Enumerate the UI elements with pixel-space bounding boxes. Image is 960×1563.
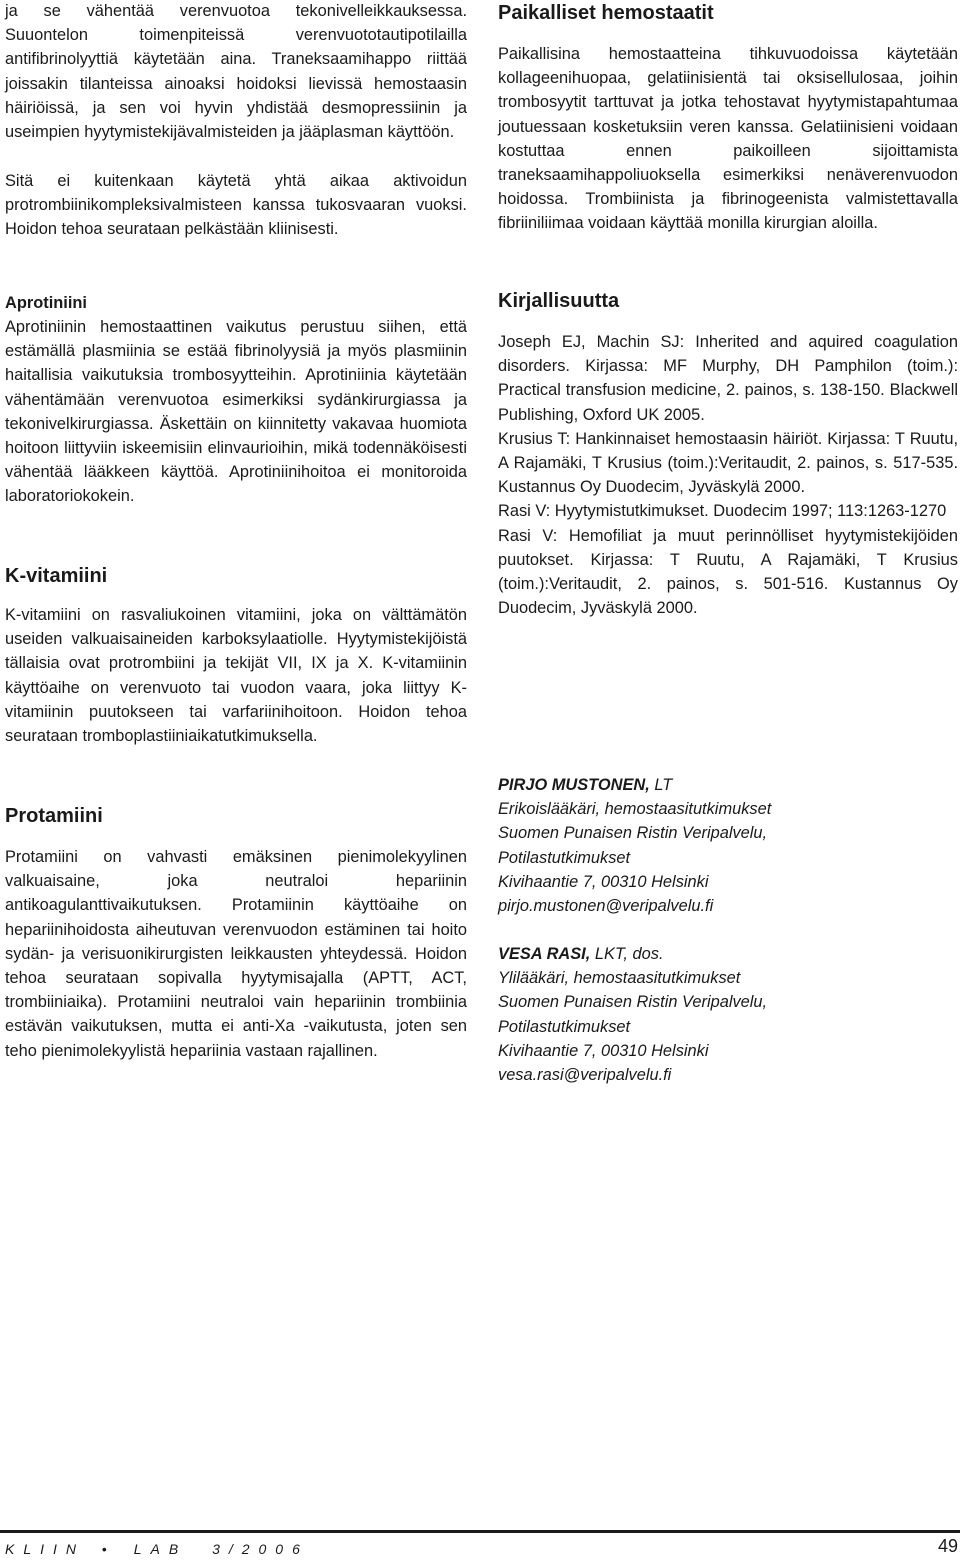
kvitamiini-paragraph: K-vitamiini on rasvaliukoinen vitamiini, joka on välttämätön useiden valkuaisaineiden karboksylaatiolle. Hyytymistekijöistä tällaisia ovat protrombiini ja tekijät VII, IX ja X. K-vitamiinin käyttöaihe on verenvuoto tai vuodon vaara, joka liittyy K-vitamiinin puutokseen tai varfariinihoitoon. Hoidon tehoa seurataan tromboplastiiniaikatutkimuksella. [5,606,467,746]
journal-name: KLIIN [5,1541,86,1557]
aprotiniini-heading: Aprotiniini [5,294,87,312]
author-degree: LKT, dos. [590,945,664,963]
paikalliset-paragraph: Paikallisina hemostaatteina tihkuvuodoissa käytetään kollageenihuopaa, gelatiinisientä tai oksisellulosaa, joihin trombosyytit tarttuvat ja jotka tehostavat hyytymistapahtumaa joutuessaan kosketuksiin veren kanssa. Gelatiinisieni voidaan kostuttaa ennen paikoilleen sijoittamista traneksaamihappoliuoksella esimerkiksi nenäverenvuodon hoidossa. Trombiinista ja fibrinogeenista valmistettavalla fibriiniliimaa voidaan käyttää monilla kirurgian aloilla. [498,45,958,233]
reference-item: Rasi V: Hyytymistutkimukset. Duodecim 1997; 113:1263-1270 [498,502,947,521]
reference-item: Rasi V: Hemofiliat ja muut perinnölliset hyytymistekijöiden puutokset. Kirjassa: T Ruutu, A Rajamäki, T Krusius (toim.):Veritaudit, 2. painos, s. 501-516. Kustannus Oy Duodecim, Jyväskylä 2000. [498,526,958,618]
protamiini-paragraph: Protamiini on vahvasti emäksinen pienimolekyylinen valkuaisaine, joka neutraloi hepariinin antikoagulanttivaikutuksen. Protamiinin käyttöaihe on hepariinihoidosta aiheutuvan verenvuodon estäminen tai hoito sydän- ja verisuonikirurgisten leikkausten yhteydessä. Hoidon tehoa seurataan sopivalla hyytymisajalla (APTT, ACT, trombiiniaika). Protamiini neutraloi vain hepariinin trombiinia estävän vaikutuksen, mutta ei anti-Xa -vaikutusta, joten sen teho pienimolekyylistä hepariinia vastaan rajallinen. [5,848,467,1060]
author-name: VESA RASI, [498,945,591,963]
protamiini-heading: Protamiini [5,805,103,827]
author-degree: LT [649,776,673,794]
author-organization: Suomen Punaisen Ristin Veripalvelu, [498,993,768,1012]
journal-footer [5,1541,309,1557]
reference-item: Krusius T: Hankinnaiset hemostaasin häiriöt. Kirjassa: T Ruutu, A Rajamäki, T Krusius (toim.):Veritaudit, 2. painos, s. 517-535. Kustannus Oy Duodecim, Jyväskylä 2000. [498,429,958,497]
author-title: Erikoislääkäri, hemostaasitutkimukset [498,800,772,819]
author-organization: Suomen Punaisen Ristin Veripalvelu, [498,824,768,843]
page-number: 49 [937,1536,958,1556]
kirjallisuutta-heading: Kirjallisuutta [498,290,620,312]
author-title: Ylilääkäri, hemostaasitutkimukset [498,969,741,988]
author-block-1 [498,773,958,918]
author-email: vesa.rasi@veripalvelu.fi [498,1066,672,1085]
footer-rule [0,1530,960,1533]
aprotiniini-paragraph: Aprotiniinin hemostaattinen vaikutus perustuu siihen, että estämällä plasmiinia se estää fibrinolyysiä ja myös plasmiinin haitallisia vaikutuksia trombosyytteihin. Aprotiniinia käytetään vähentämään verenvuotoa esimerkiksi sydänkirurgiassa ja tekonivelkirurgiassa. Äskettäin on kiinnitetty vakavaa huomiota hoitoon liittyviin iskeemisiin elinvaurioihin, mikä todennäköisesti vähentää lääkkeen käyttöä. Aprotiniinihoitoa ei monitoroida laboratoriokokein. [5,318,467,506]
reference-item: Joseph EJ, Machin SJ: Inherited and aquired coagulation disorders. Kirjassa: MF Murphy, DH Pamphilon (toim.): Practical transfusion medicine, 2. painos, s. 138-150. Blackwell Publishing, Oxford UK 2005. [498,333,958,424]
intro-paragraph-1: ja se vähentää verenvuotoa tekonivelleikkauksessa. Suuontelon toimenpiteissä verenvuototautipotilailla antifibrinolyyttiä käytetään aina. Traneksaamihappo riittää joissakin tilanteissa ainoaksi hoidoksi lievissä hemostaasin häiriöissä, ja sen voi hyvin yhdistää desmopressiinin ja useimpien hyytymistekijävalmisteiden ja jääplasman käyttöön. [5,2,467,142]
author-name: PIRJO MUSTONEN, [498,776,650,794]
footer-bullet: • [101,1541,107,1557]
author-department: Potilastutkimukset [498,1017,631,1036]
kvitamiini-heading: K-vitamiini [5,565,108,587]
author-email: pirjo.mustonen@veripalvelu.fi [498,897,714,916]
author-address: Kivihaantie 7, 00310 Helsinki [498,1041,709,1060]
author-block-2 [498,942,958,1087]
reference-list [498,330,958,620]
author-department: Potilastutkimukset [498,848,631,867]
paikalliset-heading: Paikalliset hemostaatit [498,2,714,24]
journal-lab: LAB [133,1541,188,1557]
intro-paragraph-2: Sitä ei kuitenkaan käytetä yhtä aikaa aktivoidun protrombiinikompleksivalmisteen kanssa tukosvaaran vuoksi. Hoidon tehoa seurataan pelkästään kliinisesti. [5,172,467,239]
journal-issue: 3/2006 [212,1541,309,1557]
author-address: Kivihaantie 7, 00310 Helsinki [498,872,709,891]
